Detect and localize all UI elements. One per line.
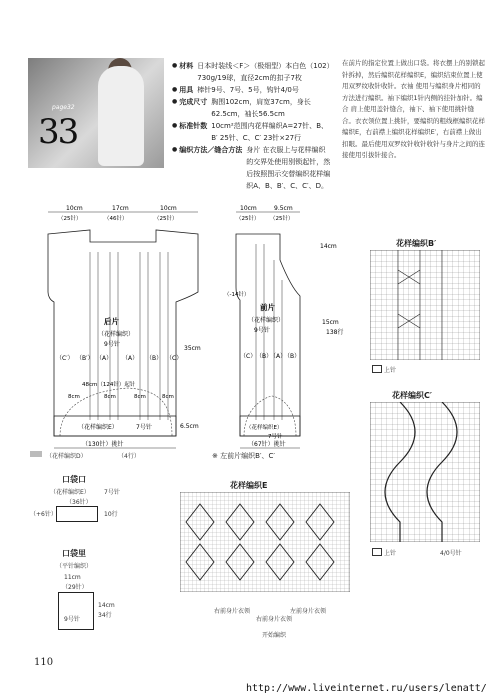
- pocket-lining-height: 14cm: [98, 602, 115, 609]
- spec-label: 材料: [179, 62, 194, 70]
- chart-c-title: 花样编织C′: [392, 391, 432, 400]
- front-pattern: （花样编织）: [248, 317, 285, 324]
- chart-e-label-4: 开始编织: [262, 632, 287, 639]
- back-needle: 9号针: [104, 341, 120, 348]
- back-hem-pattern: （花样编织E）: [78, 424, 118, 431]
- front-st-left: （25针）: [236, 216, 260, 222]
- back-st-mid: （46针）: [104, 216, 128, 222]
- front-side-rows: （-14针）: [224, 292, 250, 298]
- back-pocket-4: 8cm: [162, 394, 174, 400]
- back-col-3: （A）: [96, 355, 113, 362]
- front-st-right: （25针）: [270, 216, 294, 222]
- pocket-mouth-rows: 10行: [104, 511, 118, 518]
- pattern-d-rows: （4行）: [118, 453, 140, 460]
- pocket-lining-pattern: （平针编织）: [56, 563, 93, 570]
- back-col-2: （B′）: [76, 355, 94, 362]
- back-dim-left: 10cm: [66, 205, 83, 212]
- chart-b-legend: 上针: [384, 367, 397, 374]
- front-outline: [236, 234, 300, 436]
- source-url: http://www.liveinternet.ru/users/lenatt/: [246, 683, 487, 694]
- pattern-d-swatch: [30, 451, 42, 457]
- back-bottom: （130针）挑针: [82, 441, 124, 448]
- back-height: 35cm: [184, 345, 201, 352]
- spec-row: [172, 144, 332, 192]
- pattern-d-label: （花样编织D）: [46, 453, 87, 460]
- back-dim-right: 10cm: [160, 205, 177, 212]
- front-total: 15cm: [322, 319, 339, 326]
- front-piece-name: 前片: [260, 303, 275, 312]
- pocket-lining-box: [58, 592, 94, 630]
- bullet-icon: ●: [172, 122, 178, 129]
- chart-c-grid: [370, 402, 480, 542]
- front-needle: 9号针: [254, 327, 270, 334]
- photo-model-cardigan: [98, 66, 144, 166]
- chart-e-label-1: 右前身片衣领: [214, 608, 251, 615]
- chart-e-label-2: 右前身片衣领: [256, 616, 293, 623]
- pocket-lining-title: 口袋里: [62, 549, 86, 558]
- materials-specs: [172, 60, 332, 192]
- page-tag: page32: [52, 104, 75, 111]
- spec-label: 编织方法／缝合方法: [179, 146, 243, 154]
- spec-row: [172, 120, 332, 144]
- front-dim-right: 9.5cm: [274, 205, 293, 212]
- spec-text: 身片 在衣服上与花样编织的交界处使用别锁起针，然后按照图示交替编织花样编织A、B、B′、C、C′、D。: [246, 146, 331, 190]
- spec-row: [172, 84, 332, 96]
- back-col-4: （A）: [122, 355, 139, 362]
- pocket-lining-rows: 34行: [98, 612, 112, 619]
- chart-e-grid: [180, 492, 350, 592]
- chart-b-grid: [370, 250, 480, 360]
- front-total-rows: 138行: [326, 329, 344, 336]
- back-piece-name: 后片: [104, 317, 119, 326]
- pocket-mouth-width: （+6针）: [30, 511, 57, 518]
- bullet-icon: ●: [172, 86, 178, 93]
- pocket-mouth-title: 口袋口: [62, 475, 86, 484]
- spec-text: 棒针9号、7号、5号，钩针4/0号: [197, 86, 299, 94]
- pocket-lining-width: 11cm: [64, 574, 81, 581]
- chart-e-label-3: 左前身片衣领: [290, 608, 327, 615]
- chart-c-legend-swatch: [372, 548, 382, 556]
- bullet-icon: ●: [172, 146, 178, 153]
- bullet-icon: ●: [172, 62, 178, 69]
- spec-text: 10cm²范围内花样编织A=27针、B、B′ 25针、C、C′ 23针×27行: [211, 122, 328, 142]
- spec-label: 标准针数: [179, 122, 208, 130]
- back-dim-mid: 17cm: [112, 205, 129, 212]
- back-hem-height: 6.5cm: [180, 423, 199, 430]
- back-pocket-1: 8cm: [68, 394, 80, 400]
- spec-label: 完成尺寸: [179, 98, 208, 106]
- chart-e-title: 花样编织E: [230, 481, 268, 490]
- front-col-2: （B）: [256, 353, 273, 360]
- pocket-mouth-pattern: （花样编织E）: [50, 489, 90, 496]
- front-side: 14cm: [320, 243, 337, 250]
- spec-text: 日本时装线＜F＞（极细型）本白色（102）730g/19球，直径2cm的扣子7枚: [197, 62, 331, 82]
- front-col-1: （C）: [240, 353, 257, 360]
- back-st-left: （25针）: [58, 216, 82, 222]
- spec-label: 用具: [179, 86, 194, 94]
- back-pocket-3: 8cm: [134, 394, 146, 400]
- front-note: ※ 左前片编织B′、C′: [212, 452, 275, 460]
- front-hem-needle: 7号针: [268, 434, 283, 440]
- pocket-lining-st: （29针）: [62, 584, 88, 591]
- front-dim-left: 10cm: [240, 205, 257, 212]
- front-col-3: （A）: [270, 353, 287, 360]
- method-text: 在前片的指定位置上做出口袋。将衣摆上的别锁起针拆掉，然后编织花样编织E，编织结束位置上使用双罗纹收针收针。衣袖 使用与编织身片相同的方法进行编织。袖下编织1针内侧的挂针加针。编合 肩上使用盖针缝合，袖下、袖下使用挑针缝合。衣衣领位置上挑针，要编织的粗线框编织花样编织E，右前襟上编织花样编织E′，右前襟上做出扣眼。最后使用双罗纹针收针收针与身片之间的连接使用引拔针接合。: [342, 59, 485, 159]
- chart-c-legend-a: 上针: [384, 550, 397, 557]
- back-st-right: （25针）: [154, 216, 178, 222]
- spec-row: [172, 60, 332, 84]
- pocket-mouth-st: （36针）: [66, 499, 92, 506]
- front-hem-pattern: （花样编织E）: [246, 425, 283, 431]
- chart-b-title: 花样编织B′: [396, 239, 437, 248]
- spec-row: [172, 96, 332, 120]
- pattern-number: 33: [38, 112, 78, 152]
- pocket-mouth-box: [56, 506, 98, 522]
- back-pattern: （花样编织）: [98, 331, 135, 338]
- back-hem-needle: 7号针: [136, 424, 152, 431]
- back-pocket-2: 8cm: [104, 394, 116, 400]
- back-col-1: （C′）: [56, 355, 74, 362]
- pocket-mouth-needle: 7号针: [104, 489, 120, 496]
- front-bottom: （67针）挑针: [248, 441, 286, 448]
- bullet-icon: ●: [172, 98, 178, 105]
- chart-c-legend-b: 4/0号针: [440, 550, 462, 557]
- back-col-6: （C）: [166, 355, 183, 362]
- back-col-5: （B）: [146, 355, 163, 362]
- back-width: 48cm（124针）起针: [82, 382, 136, 388]
- pocket-lining-needle: 9号针: [64, 616, 80, 623]
- front-col-4: （B）: [284, 353, 301, 360]
- front-piece-diagram: [222, 200, 352, 460]
- chart-b-legend-swatch: [372, 365, 382, 373]
- page-number: 110: [34, 657, 54, 668]
- spec-text: 胸围102cm，肩宽37cm，身长62.5cm，袖长56.5cm: [211, 98, 311, 118]
- back-piece-diagram: [20, 200, 220, 460]
